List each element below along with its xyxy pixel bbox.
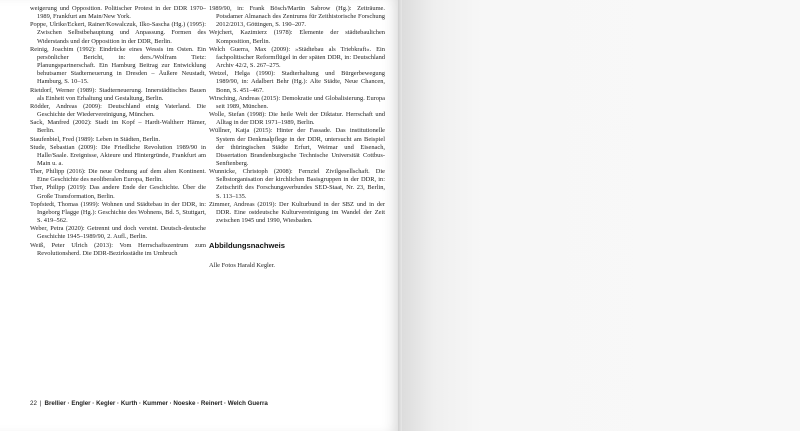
bibliography-entry: Wetzel, Helga (1990): Stadterhaltung und Bürgerbewegung 1989/90, in: Adalbert Behr (Hg.): Alte Städte, Neue Chancen, Bonn, S. 451–467. [209,70,385,94]
bibliography-entry: Poppe, Ulrike/Eckert, Rainer/Kowalczuk, Ilko-Sascha (Hg.) (1995): Zwischen Selbstbehauptung und Anpassung. Formen des Widerstands und der Opposition in der DDR, Berlin. [30,21,206,45]
footer-separator: | [39,400,42,407]
bibliography-entry: Reinig, Joachim (1992): Eindrücke eines Wessis im Osten. Ein persönlicher Bericht, in: ders./Wolfram Tietz: Planungspartnerschaft. Ein Hamburg Beitrag zur Entwicklung behutsamer Stadterneuerung in Dresden – Äußere Neustadt, Hamburg, S. 10–15. [30,45,206,86]
bibliography-entry: Rödder, Andreas (2009): Deutschland einig Vaterland. Die Geschichte der Wiedervereinigung, München. [30,102,206,119]
bibliography-entry: Sack, Manfred (2002): Stadt im Kopf – Hardt-Waltherr Hämer, Berlin. [30,119,206,135]
page-footer [30,400,268,407]
bibliography-entry: weigerung und Opposition. Politischer Protest in der DDR 1970–1989, Frankfurt am Main/New York. [30,5,206,21]
bibliography-entry: Topfstedt, Thomas (1999): Wohnen und Städtebau in der DDR, in: Ingeborg Flagge (Hg.): Geschichte des Wohnens, Bd. 5, Stuttgart, S. 419–562. [30,200,206,225]
bibliography-entry: Staufenbiel, Fred (1989): Leben in Städten, Berlin. [30,135,161,143]
bibliography-entry: Weber, Petra (2020): Getrennt und doch vereint. Deutsch-deutsche Geschichte 1945–1989/90, 2. Aufl., Berlin. [30,225,206,241]
bibliography-entry: Rietdorf, Werner (1989): Stadterneuerung. Innerstädtisches Bauen als Einheit von Erhaltung und Gestaltung, Berlin. [30,86,206,102]
bibliography-entry: Wüllner, Katja (2015): Hinter der Fassade. Das institutionelle System der Denkmalpflege in der DDR, untersucht am Beispiel der thüringischen Städte Erfurt, Weimar und Eisenach, Dissertation Brandenburgische Technische Universität Cottbus-Senftenberg. [209,127,385,167]
bibliography-entry: Weiß, Peter Ulrich (2013): Vom Herrschaftszentrum zum Revolutionsherd. Die DDR-Bezirksstädte im Umbruch [30,241,206,257]
bibliography-entries-right [209,5,385,225]
footer-authors: Brellier · Engler · Kegler · Kurth · Kummer · Noeske · Reinert · Welch Guerra [44,400,268,407]
bibliography-column-right [209,5,385,271]
bibliography-column-left [30,5,206,258]
bibliography-entry: Zimmer, Andreas (2019): Der Kulturbund in der SBZ und in der DDR. Eine ostdeutsche Kulturvereinigung im Wandel der Zeit zwischen 1945 und 1990, Wiesbaden. [209,200,385,225]
bibliography-entry: 1989/90, in: Frank Bösch/Martin Sabrow (Hg.): Zeiträume. Potsdamer Almanach des Zentrums für Zeithistorische Forschung 2012/2013, Göttingen, S. 190–207. [209,5,385,29]
right-page-blank [402,0,800,431]
bibliography-entry: Wolle, Stefan (1998): Die heile Welt der Diktatur. Herrschaft und Alltag in der DDR 1971–1989, Berlin. [209,111,385,127]
bibliography-entry: Wirsching, Andreas (2015): Demokratie und Globalisierung. Europa seit 1989, München. [209,94,385,110]
section-heading: Abbildungsnachweis [209,241,285,251]
left-page [0,0,398,431]
bibliography-entry: Ther, Philipp (2019): Das andere Ende der Geschichte. Über die Große Transformation, Berlin. [30,184,206,200]
bibliography-entry: Welch Guerra, Max (2009): »Städtebau als Triebkraft«. Ein fachpolitischer Reformflügel in der späten DDR, in: Deutschland Archiv 42/2, S. 267–275. [209,45,385,70]
page-number: 22 [30,400,37,407]
bibliography-entry: Wunnicke, Christoph (2008): Fernziel Zivilgesellschaft. Die Selbstorganisation der kirchlichen Basisgruppen in der DDR, in: Zeitschrift des Forschungsverbundes SED-Staat, Nr. 23, Berlin, S. 113–135. [209,168,385,200]
bibliography-entry: Wejchert, Kazimierz (1978): Elemente der städtebaulichen Komposition, Berlin. [209,29,385,45]
bibliography-entry: Ther, Philipp (2016): Die neue Ordnung auf dem alten Kontinent. Eine Geschichte des neoliberalen Europa, Berlin. [30,168,206,184]
photo-credit: Alle Fotos Harald Kegler. [209,262,276,270]
bibliography-entry: Stude, Sebastian (2009): Die Friedliche Revolution 1989/90 in Halle/Saale. Ereignisse, Akteure und Hintergründe, Frankfurt am Main u. a. [30,143,206,167]
